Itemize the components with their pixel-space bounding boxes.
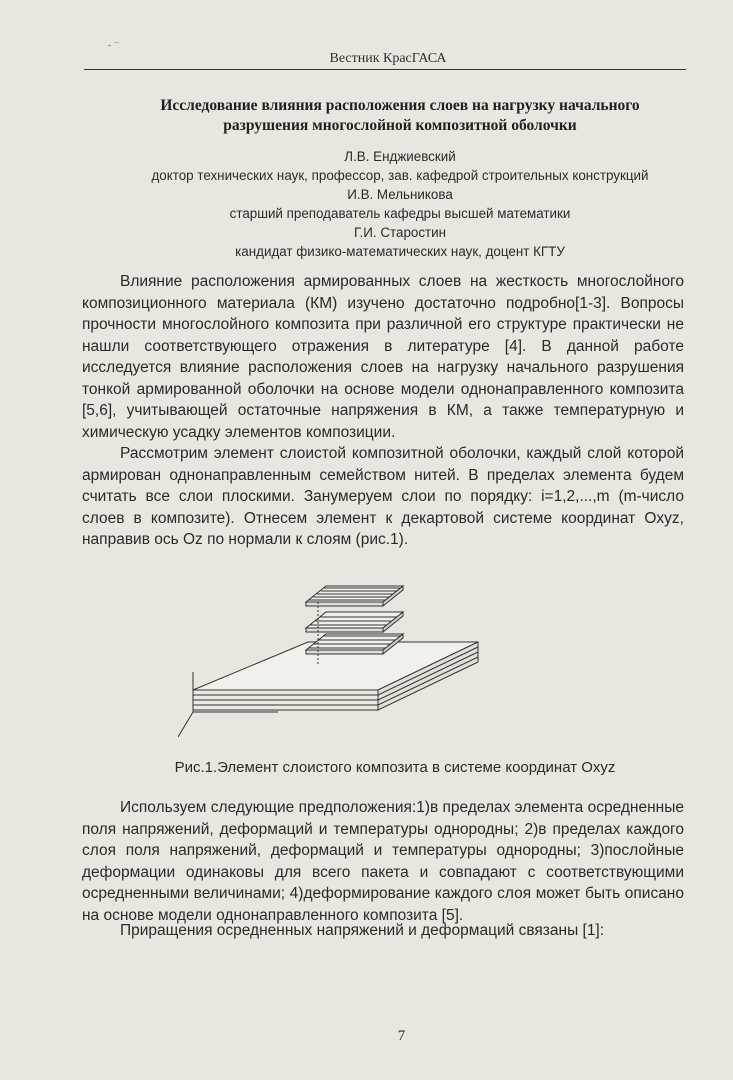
figure-caption: Рис.1.Элемент слоистого композита в системе координат Oxyz <box>174 759 616 776</box>
article-title <box>100 96 700 136</box>
author-name: Л.В. Енджиевский <box>344 149 456 164</box>
title-line-1: Исследование влияния расположения слоев на нагрузку начального <box>160 97 640 114</box>
author-description: доктор технических наук, профессор, зав. кафедрой строительных конструкций <box>151 168 649 183</box>
journal-header: Вестник КрасГАСА <box>329 51 447 66</box>
scan-mark: - ⁻ <box>108 40 120 51</box>
author-name: И.В. Мельникова <box>347 187 453 202</box>
author-description: кандидат физико-математических наук, доцент КГТУ <box>235 244 565 259</box>
header-rule <box>84 69 686 70</box>
author-description: старший преподаватель кафедры высшей математики <box>229 206 571 221</box>
page-number: 7 <box>397 1028 406 1044</box>
authors-block <box>100 147 700 261</box>
title-line-2: разрушения многослойной композитной оболочки <box>223 117 577 134</box>
layer-4 <box>306 586 403 606</box>
paragraph-3: Используем следующие предположения:1)в пределах элемента осредненные поля напряжений, деформаций и температуры однородны; 2)в пределах каждого слоя поля напряжений, деформаций и температуры однородны; 3)послойные деформации одинаковы для всего пакета и совпадают с соответствующими осредненными величинами; 4)деформирование каждого слоя может быть описано на основе модели однонаправленного композита [5]. <box>82 799 684 924</box>
paragraph-4: Приращения осредненных напряжений и деформаций связаны [1]: <box>120 922 605 939</box>
paragraph-2: Рассмотрим элемент слоистой композитной оболочки, каждый слой которой армирован однонаправленным семейством нитей. В пределах элемента будем считать все слои плоскими. Занумеруем слои по порядку: i=1,2,...,m (m-число слоев в композите). Отнесем элемент к декартовой системе координат Oxyz, направив ось Oz по нормали к слоям (рис.1). <box>82 445 684 548</box>
author-name: Г.И. Старостин <box>353 225 447 240</box>
paragraph-1: Влияние расположения армированных слоев на жесткость многослойного композиционного материала (КМ) изучено достаточно подробно[1-3]. Вопросы прочности многослойного композита при различной его структуре практически не нашли соответствующего отражения в литературе [4]. В данной работе исследуется влияние расположения слоев на нагрузку начального разрушения тонкой армированной оболочки на основе модели однонаправленного композита [5,6], учитывающей остаточные напряжения в КМ, а также температурную и химическую усадку элементов композиции. <box>82 273 684 441</box>
figure-layered-composite <box>178 572 548 742</box>
axis-x <box>178 712 193 737</box>
layer-3 <box>306 612 403 632</box>
